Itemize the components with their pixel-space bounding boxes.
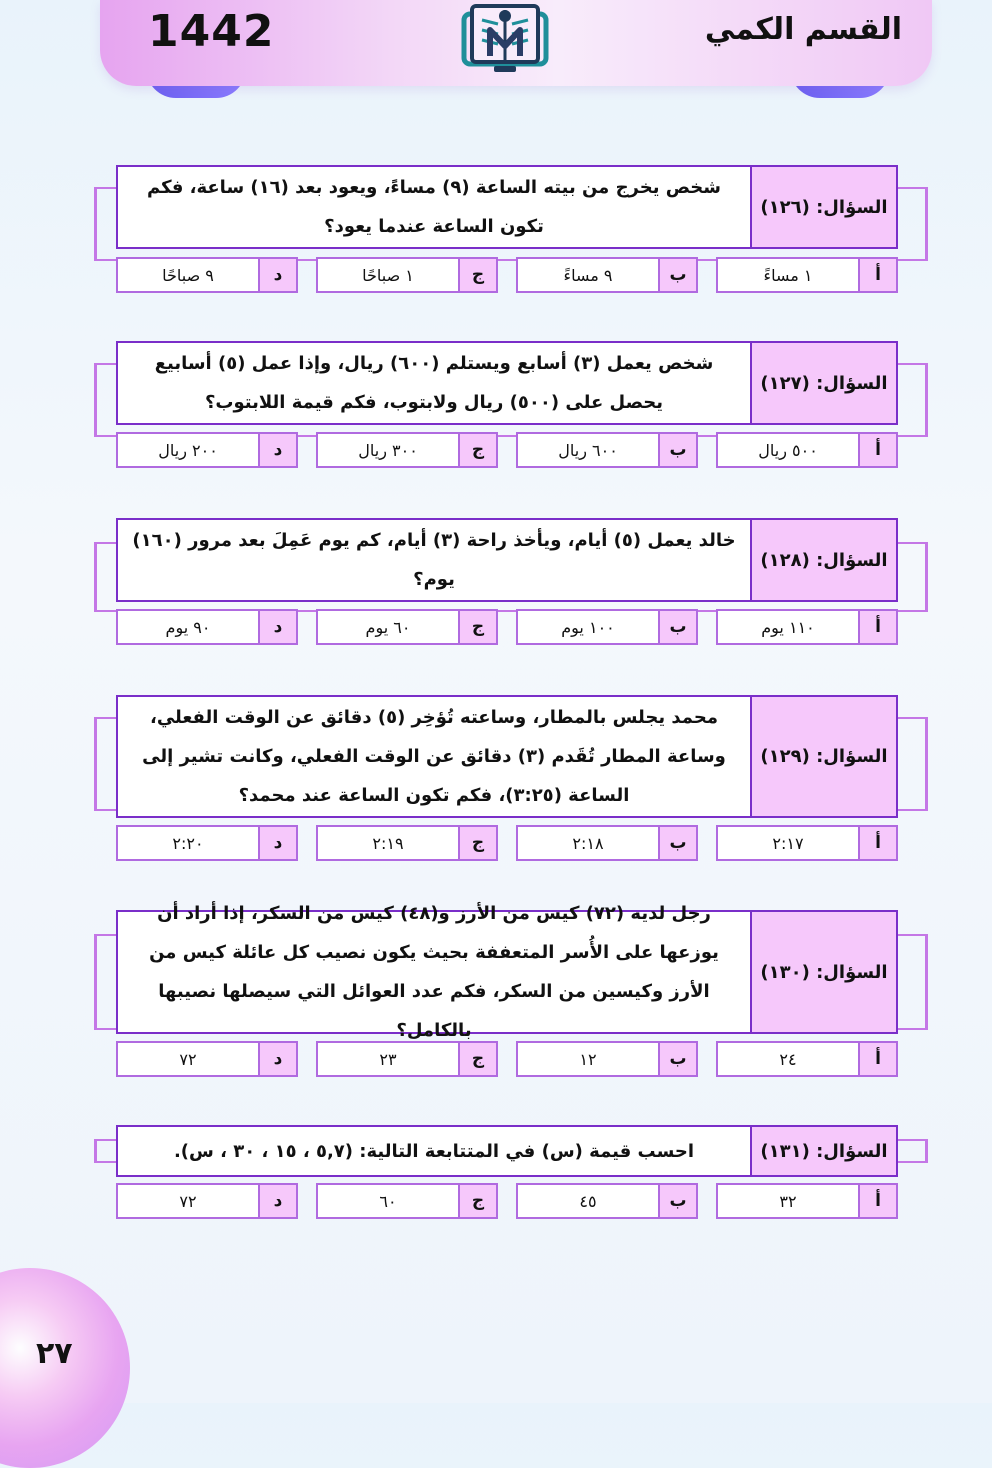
option-letter: د	[258, 434, 296, 466]
option-a[interactable]	[716, 609, 898, 645]
option-b[interactable]	[516, 432, 698, 468]
option-d[interactable]	[116, 609, 298, 645]
question-row	[116, 518, 898, 602]
question-number: السؤال: (١٢٧)	[750, 343, 896, 423]
option-value: ٦٠ يوم	[365, 617, 411, 637]
question-number: السؤال: (١٢٨)	[750, 520, 896, 600]
question-text: شخص يعمل (٣) أسابع ويستلم (٦٠٠) ريال، وإذا عمل (٥) أسابيع يحصل على (٥٠٠) ريال ولابتوب، فكم قيمة اللابتوب؟	[154, 353, 714, 413]
option-value: ٢:١٨	[572, 833, 604, 853]
option-b[interactable]	[516, 257, 698, 293]
question-number: السؤال: (١٣١)	[750, 1127, 896, 1175]
option-value: ٢:٢٠	[172, 833, 204, 853]
option-letter: أ	[858, 434, 896, 466]
question-row	[116, 341, 898, 425]
option-c[interactable]	[316, 432, 498, 468]
option-letter: ب	[658, 611, 696, 643]
option-value: ٦٠	[379, 1191, 397, 1211]
option-value: ١ مساءً	[763, 265, 813, 285]
option-letter: أ	[858, 827, 896, 859]
option-letter: ب	[658, 1185, 696, 1217]
option-value: ٢٠٠ ريال	[158, 440, 218, 460]
option-a[interactable]	[716, 432, 898, 468]
option-value: ٩٠ يوم	[165, 617, 211, 637]
option-value: ١ صباحًا	[362, 265, 414, 285]
answer-options	[116, 825, 898, 861]
option-a[interactable]	[716, 825, 898, 861]
option-value: ٧٢	[179, 1049, 197, 1069]
option-a[interactable]	[716, 257, 898, 293]
option-letter: د	[258, 1185, 296, 1217]
option-d[interactable]	[116, 257, 298, 293]
option-value: ٣٢	[779, 1191, 797, 1211]
option-d[interactable]	[116, 1183, 298, 1219]
question-number: السؤال: (١٢٩)	[750, 697, 896, 816]
option-letter: ب	[658, 827, 696, 859]
option-letter: ب	[658, 434, 696, 466]
option-value: ٦٠٠ ريال	[558, 440, 618, 460]
question-text: رجل لديه (٧٢) كيس من الأرز و(٤٨) كيس من السكر، إذا أراد أن يوزعها على الأُسر المتعففة بحيث يكون نصيب كل عائلة كيس من الأرز وكيسين من السكر، فكم عدد العوائل التي سيصلها نصيبها بالكامل؟	[149, 903, 719, 1041]
option-b[interactable]	[516, 1183, 698, 1219]
option-value: ٤٥	[579, 1191, 597, 1211]
option-letter: ج	[458, 1043, 496, 1075]
option-a[interactable]	[716, 1041, 898, 1077]
option-b[interactable]	[516, 609, 698, 645]
answer-options	[116, 609, 898, 645]
option-letter: ج	[458, 827, 496, 859]
option-letter: أ	[858, 259, 896, 291]
question-text: احسب قيمة (س) في المتتابعة التالية: (٥,٧ ، ١٥ ، ٣٠ ، س).	[173, 1140, 695, 1162]
option-letter: ب	[658, 259, 696, 291]
option-letter: ج	[458, 259, 496, 291]
option-c[interactable]	[316, 1041, 498, 1077]
option-letter: ج	[458, 1185, 496, 1217]
option-d[interactable]	[116, 432, 298, 468]
option-c[interactable]	[316, 609, 498, 645]
answer-options	[116, 1183, 898, 1219]
option-c[interactable]	[316, 1183, 498, 1219]
year-label: 1442	[148, 6, 275, 57]
option-letter: د	[258, 1043, 296, 1075]
section-title: القسم الكمي	[704, 12, 902, 47]
option-value: ٣٠٠ ريال	[358, 440, 418, 460]
option-letter: ج	[458, 434, 496, 466]
option-letter: د	[258, 827, 296, 859]
option-value: ١٢	[579, 1049, 597, 1069]
answer-options	[116, 432, 898, 468]
option-letter: د	[258, 259, 296, 291]
option-b[interactable]	[516, 825, 698, 861]
question-number: السؤال: (١٣٠)	[750, 912, 896, 1032]
question-number: السؤال: (١٢٦)	[750, 167, 896, 247]
option-c[interactable]	[316, 825, 498, 861]
option-letter: ب	[658, 1043, 696, 1075]
option-letter: د	[258, 611, 296, 643]
option-value: ٩ مساءً	[563, 265, 613, 285]
option-c[interactable]	[316, 257, 498, 293]
option-value: ٢:١٩	[372, 833, 404, 853]
option-value: ٢:١٧	[772, 833, 804, 853]
question-text: محمد يجلس بالمطار، وساعته تُؤخِر (٥) دقائق عن الوقت الفعلي، وساعة المطار تُقَدم (٣) دقائق عن الوقت الفعلي، وكانت تشير إلى الساعة (٣:٢٥)، فكم تكون الساعة عند محمد؟	[142, 707, 726, 806]
question-text: خالد يعمل (٥) أيام، ويأخذ راحة (٣) أيام، كم يوم عَمِلَ بعد مرور (١٦٠) يوم؟	[132, 530, 736, 590]
question-text: شخص يخرج من بيته الساعة (٩) مساءً، ويعود بعد (١٦) ساعة، فكم تكون الساعة عندما يعود؟	[147, 177, 721, 237]
question-row	[116, 165, 898, 249]
option-value: ٢٣	[379, 1049, 397, 1069]
question-row	[116, 1125, 898, 1177]
option-value: ١١٠ يوم	[761, 617, 815, 637]
page-header	[100, 0, 932, 86]
option-letter: أ	[858, 1185, 896, 1217]
option-value: ٥٠٠ ريال	[758, 440, 818, 460]
option-letter: ج	[458, 611, 496, 643]
page-number: ٢٧	[36, 1336, 73, 1371]
answer-options	[116, 257, 898, 293]
question-row	[116, 695, 898, 818]
option-d[interactable]	[116, 825, 298, 861]
option-letter: أ	[858, 1043, 896, 1075]
question-row	[116, 903, 898, 1041]
option-value: ٢٤	[779, 1049, 797, 1069]
option-value: ٧٢	[179, 1191, 197, 1211]
answer-options	[116, 1041, 898, 1077]
option-value: ٩ صباحًا	[162, 265, 214, 285]
option-b[interactable]	[516, 1041, 698, 1077]
option-a[interactable]	[716, 1183, 898, 1219]
option-value: ١٠٠ يوم	[561, 617, 615, 637]
book-m-logo-icon	[458, 0, 552, 76]
option-d[interactable]	[116, 1041, 298, 1077]
option-letter: أ	[858, 611, 896, 643]
